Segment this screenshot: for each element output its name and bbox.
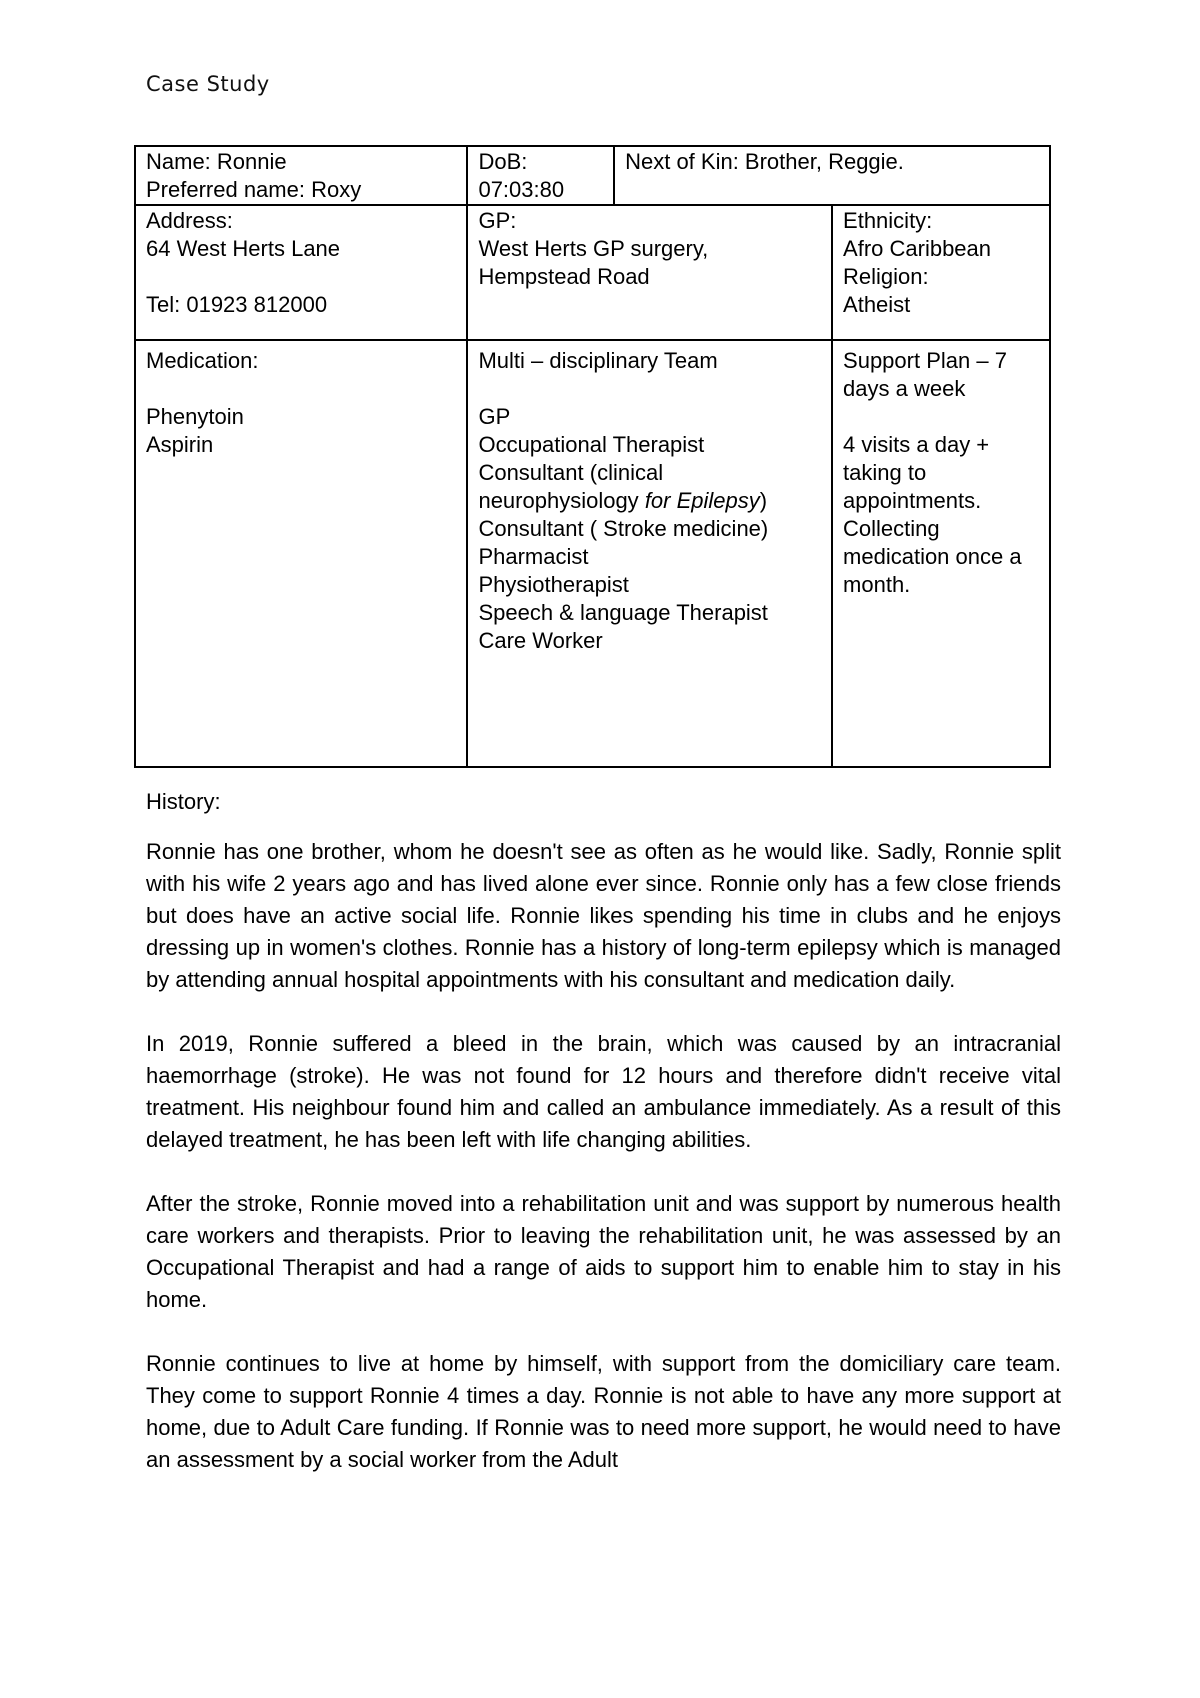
gp-line-1: West Herts GP surgery, xyxy=(478,236,709,261)
history-title: History: xyxy=(146,789,221,814)
mdt-member-emphasis: Epilepsy xyxy=(676,488,760,513)
gp-line-2: Hempstead Road xyxy=(478,264,650,289)
medication-item: Phenytoin xyxy=(146,404,244,429)
ethnicity-religion-cell xyxy=(832,205,1050,340)
mdt-member-text: ) xyxy=(759,488,768,513)
mdt-member-emphasis: for xyxy=(644,488,671,513)
page-header: Case Study xyxy=(146,72,270,96)
gp-label: GP: xyxy=(478,208,517,233)
address-label: Address: xyxy=(146,208,233,233)
medication-cell xyxy=(135,340,467,767)
ethnicity-value: Afro Caribbean xyxy=(843,236,992,261)
religion-value: Atheist xyxy=(843,292,911,317)
mdt-member: GP xyxy=(478,404,511,429)
mdt-member: Pharmacist xyxy=(478,544,589,569)
history-paragraph: Ronnie has one brother, whom he doesn't see as often as he would like. Sadly, Ronnie split with his wife 2 years ago and has lived alone ever since. Ronnie only has a few close friends but does have an active social life. Ronnie likes spending his time in clubs and he enjoys dressing up in women's clothes. Ronnie has a history of long-term epilepsy which is managed by attending annual hospital appointments with his consultant and medication daily. xyxy=(146,839,1061,992)
address-cell xyxy=(135,205,467,340)
next-of-kin-cell xyxy=(614,146,1050,205)
medication-item: Aspirin xyxy=(146,432,214,457)
mdt-member: Care Worker xyxy=(478,628,603,653)
history-section xyxy=(146,788,1061,1476)
dob-value: 07:03:80 xyxy=(478,177,565,202)
mdt-member xyxy=(478,459,821,515)
address-line: 64 West Herts Lane xyxy=(146,236,341,261)
table-row xyxy=(135,205,1050,340)
mdt-member-text: Consultant (clinical neurophysiology xyxy=(478,460,664,513)
dob-cell xyxy=(467,146,614,205)
mdt-member: Physiotherapist xyxy=(478,572,629,597)
history-paragraph: In 2019, Ronnie suffered a bleed in the brain, which was caused by an intracranial haemorrhage (stroke). He was not found for 12 hours and therefore didn't receive vital treatment. His neighbour found him and called an ambulance immediately. As a result of this delayed treatment, he has been left with life changing abilities. xyxy=(146,1031,1061,1152)
preferred-name-text: Preferred name: Roxy xyxy=(146,177,362,202)
gp-cell xyxy=(467,205,832,340)
telephone-text: Tel: 01923 812000 xyxy=(146,292,328,317)
medication-label: Medication: xyxy=(146,348,259,373)
table-row xyxy=(135,340,1050,767)
mdt-member: Speech & language Therapist xyxy=(478,600,768,625)
mdt-label: Multi – disciplinary Team xyxy=(478,348,718,373)
case-details-table xyxy=(134,145,1051,768)
name-cell xyxy=(135,146,467,205)
mdt-cell xyxy=(467,340,832,767)
ethnicity-label: Ethnicity: xyxy=(843,208,933,233)
dob-label: DoB: xyxy=(478,149,528,174)
history-paragraph: After the stroke, Ronnie moved into a rehabilitation unit and was support by numerous health care workers and therapists. Prior to leaving the rehabilitation unit, he was assessed by an Occupational Therapist and had a range of aids to support him to enable him to stay in his home. xyxy=(146,1191,1061,1312)
name-text: Name: Ronnie xyxy=(146,149,287,174)
religion-label: Religion: xyxy=(843,264,929,289)
support-plan-cell xyxy=(832,340,1050,767)
next-of-kin-text: Next of Kin: Brother, Reggie. xyxy=(625,149,904,174)
mdt-member: Occupational Therapist xyxy=(478,432,705,457)
history-paragraph: Ronnie continues to live at home by himself, with support from the domiciliary care team. They come to support Ronnie 4 times a day. Ronnie is not able to have any more support at home, due to Adult Care funding. If Ronnie was to need more support, he would need to have an assessment by a social worker from the Adult xyxy=(146,1351,1061,1472)
support-plan-label: Support Plan – 7 days a week xyxy=(843,348,1007,401)
table-row xyxy=(135,146,1050,205)
support-plan-details: 4 visits a day + taking to appointments. Collecting medication once a month. xyxy=(843,432,1022,597)
mdt-member: Consultant ( Stroke medicine) xyxy=(478,516,769,541)
